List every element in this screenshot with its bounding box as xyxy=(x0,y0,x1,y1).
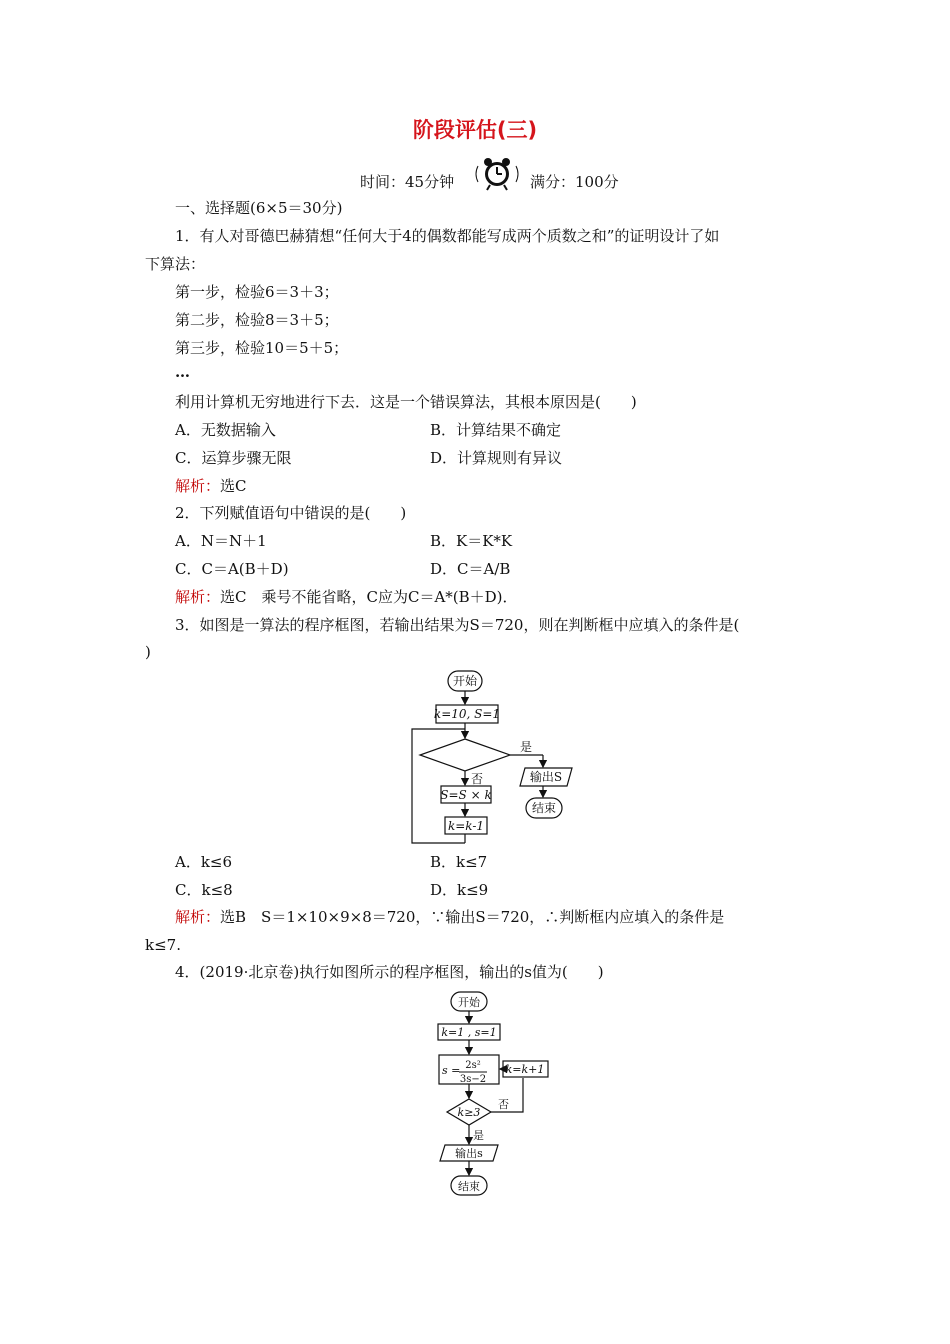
q4-stem: 4．(2019·北京卷)执行如图所示的程序框图，输出的s值为( ) xyxy=(175,963,604,981)
q3-option-a: A．k≤6 xyxy=(175,853,233,871)
flow-init-label: k=10, S=1 xyxy=(433,707,501,721)
answer-text: 选C xyxy=(220,477,247,495)
q2-option-c: C．C＝A(B＋D) xyxy=(175,560,289,578)
flow-start-label: 开始 xyxy=(452,674,478,688)
q1-stem-line1: 1．有人对哥德巴赫猜想“任何大于4的偶数都能写成两个质数之和”的证明设计了如 xyxy=(175,227,720,245)
flow-formula-num: 2s² xyxy=(465,1060,481,1071)
q1-option-d: D．计算规则有异议 xyxy=(430,449,563,467)
q2-answer xyxy=(175,587,518,607)
flow-mult-label: S=S × k xyxy=(440,788,492,802)
q2-option-d: D．C＝A/B xyxy=(430,560,511,578)
flow-end-label: 结束 xyxy=(531,801,557,815)
flow-formula-lhs: s = xyxy=(442,1064,461,1077)
q1-step2: 第二步，检验8＝3＋5； xyxy=(175,311,339,329)
q3-stem-line2: ) xyxy=(145,643,151,661)
flow-output-label: 输出s xyxy=(455,1147,483,1160)
q1-stem-line2: 下算法： xyxy=(145,255,206,273)
decision-diamond xyxy=(420,739,510,771)
q3-answer-cont: k≤7. xyxy=(145,936,181,954)
answer-label: 解析： xyxy=(175,908,221,926)
q1-step1: 第一步，检验6＝3＋3； xyxy=(175,283,339,301)
full-score: 满分：100分 xyxy=(530,173,619,191)
q3-answer xyxy=(175,907,724,927)
flow-yes-label: 是 xyxy=(473,1129,484,1142)
q3-option-c: C．k≤8 xyxy=(175,881,233,899)
q1-option-a: A．无数据输入 xyxy=(175,421,276,439)
q3-option-b: B．k≤7 xyxy=(430,853,488,871)
answer-text: 选B S＝1×10×9×8＝720，∵输出S＝720，∴判断框内应填入的条件是 xyxy=(220,908,725,926)
flow-end-label: 结束 xyxy=(458,1180,480,1193)
section-heading: 一、选择题(6×5＝30分) xyxy=(175,199,343,217)
flow-cond-label: k≥3 xyxy=(457,1106,481,1119)
flow-inc-label: k=k+1 xyxy=(505,1063,545,1076)
q1-option-c: C．运算步骤无限 xyxy=(175,449,292,467)
flow-yes-label: 是 xyxy=(520,740,533,754)
flow-no-label: 否 xyxy=(471,772,484,786)
q1-option-b: B．计算结果不确定 xyxy=(430,421,562,439)
q1-answer xyxy=(175,476,247,496)
q1-stem-line3: 利用计算机无穷地进行下去．这是一个错误算法，其根本原因是( ) xyxy=(175,393,637,411)
answer-label: 解析： xyxy=(175,588,221,606)
flow-output-label: 输出S xyxy=(529,770,563,784)
q1-ellipsis: … xyxy=(175,363,190,381)
page-title: 阶段评估(三) xyxy=(412,118,538,142)
answer-label: 解析： xyxy=(175,477,221,495)
q1-step3: 第三步，检验10＝5＋5； xyxy=(175,339,349,357)
q4-flowchart xyxy=(425,988,565,1200)
q2-stem: 2．下列赋值语句中错误的是( ) xyxy=(175,504,407,522)
alarm-clock-icon xyxy=(470,154,526,194)
flow-no-label: 否 xyxy=(498,1098,509,1111)
flow-init-label: k=1 , s=1 xyxy=(441,1026,497,1039)
flow-formula-den: 3s−2 xyxy=(459,1074,487,1085)
flow-dec-label: k=k-1 xyxy=(447,819,485,833)
q3-flowchart xyxy=(400,665,590,850)
flow-start-label: 开始 xyxy=(458,996,480,1009)
q3-stem-line1: 3．如图是一算法的程序框图，若输出结果为S＝720，则在判断框中应填入的条件是( xyxy=(175,616,740,634)
q2-option-b: B．K＝K*K xyxy=(430,532,513,550)
answer-text: 选C 乘号不能省略，C应为C＝A*(B＋D)． xyxy=(220,588,518,606)
q2-option-a: A．N＝N＋1 xyxy=(175,532,267,550)
time-limit: 时间：45分钟 xyxy=(360,173,455,191)
q3-option-d: D．k≤9 xyxy=(430,881,489,899)
